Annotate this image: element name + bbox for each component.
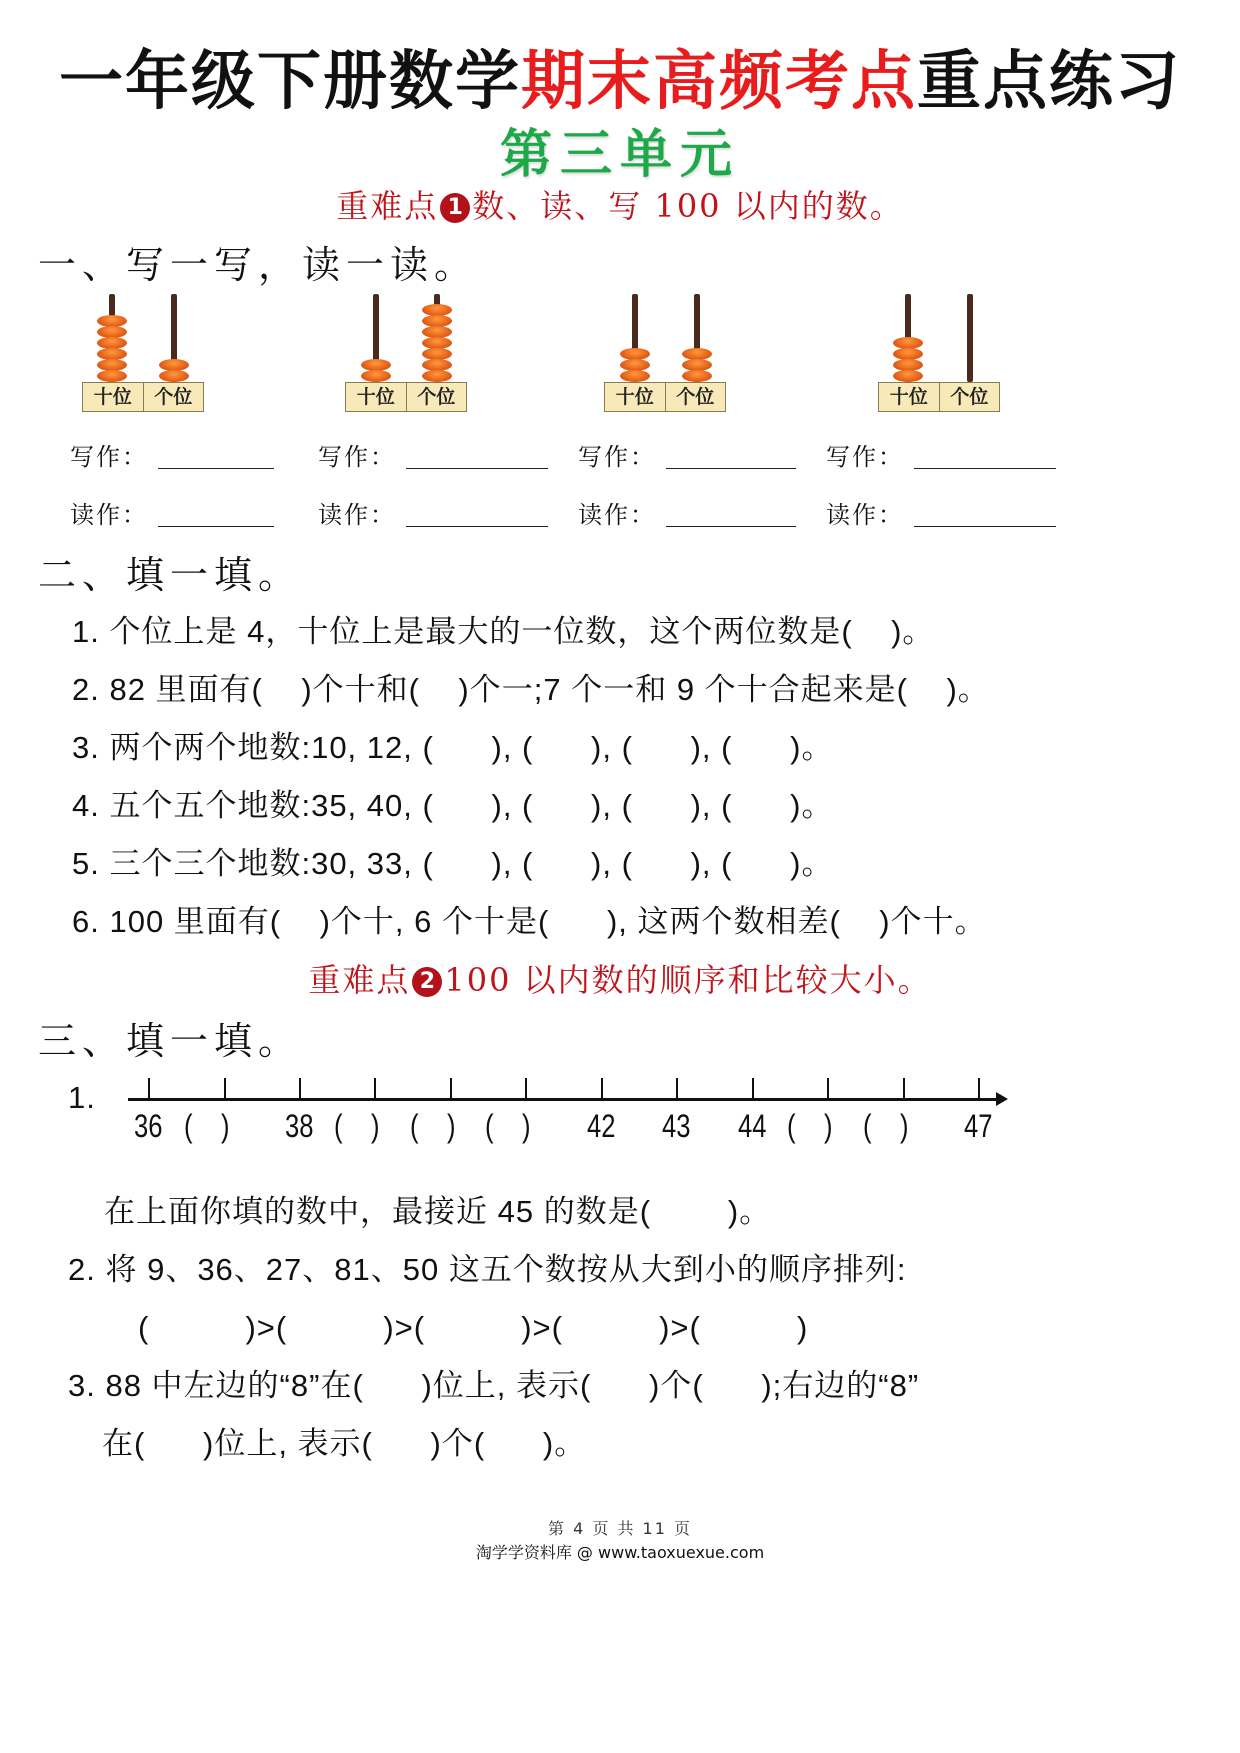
read-label: 读作： xyxy=(70,501,148,529)
write-field-1[interactable] xyxy=(70,440,274,474)
keypoint-prefix: 重难点 xyxy=(336,187,439,225)
read-label: 读作： xyxy=(826,501,904,529)
tick-blank[interactable]: ( ) xyxy=(787,1108,833,1144)
tens-label: 十位 xyxy=(356,386,395,408)
question-3-1-followup[interactable]: 在上面你填的数中，最接近 45 的数是( )。 xyxy=(104,1194,772,1229)
tick-label: 42 xyxy=(587,1108,616,1144)
question-2-5[interactable]: 5. 三个三个地数:30, 33, ( ), ( ), ( ), ( )。 xyxy=(72,846,834,881)
write-label: 写作： xyxy=(318,443,396,471)
answer-line[interactable] xyxy=(914,502,1056,527)
write-label: 写作： xyxy=(826,443,904,471)
read-field-3[interactable] xyxy=(578,498,796,532)
answer-line[interactable] xyxy=(914,444,1056,469)
page-number: 第 4 页 共 11 页 xyxy=(548,1519,692,1538)
tick-blank[interactable]: ( ) xyxy=(184,1108,230,1144)
question-3-1-number: 1. xyxy=(68,1080,96,1115)
tick-label: 47 xyxy=(964,1108,993,1144)
answer-line[interactable] xyxy=(158,502,274,527)
question-2-3[interactable]: 3. 两个两个地数:10, 12, ( ), ( ), ( ), ( )。 xyxy=(72,730,834,765)
watermark: 淘学学资料库 @ www.taoxuexue.com xyxy=(475,1543,765,1562)
ones-label: 个位 xyxy=(406,383,467,411)
number-line xyxy=(128,1078,1008,1158)
question-3-3-line-2[interactable]: 在( )位上, 表示( )个( )。 xyxy=(102,1426,587,1461)
tick-label: 44 xyxy=(738,1108,767,1144)
abacus-2 xyxy=(345,294,467,414)
section-3-heading: 三、填一填。 xyxy=(38,1019,303,1063)
tens-label: 十位 xyxy=(93,386,132,408)
write-field-2[interactable] xyxy=(318,440,548,474)
ones-beads xyxy=(682,349,712,382)
abacus-base xyxy=(345,382,467,412)
tick-blank[interactable]: ( ) xyxy=(863,1108,909,1144)
answer-line[interactable] xyxy=(406,502,548,527)
ones-rod xyxy=(967,294,973,382)
question-2-1[interactable]: 1. 个位上是 4，十位上是最大的一位数，这个两位数是( )。 xyxy=(72,614,935,649)
question-2-2[interactable]: 2. 82 里面有( )个十和( )个一;7 个一和 9 个十合起来是( )。 xyxy=(72,672,990,707)
section-1-heading: 一、写一写，读一读。 xyxy=(38,243,479,287)
tens-label: 十位 xyxy=(615,386,654,408)
tick-label: 36 xyxy=(134,1108,163,1144)
abacus-3 xyxy=(604,294,726,414)
tens-label: 十位 xyxy=(889,386,928,408)
title-part-3: 重点练习 xyxy=(917,45,1181,119)
abacus-base xyxy=(878,382,1000,412)
number-line-axis xyxy=(128,1098,1000,1101)
answer-line[interactable] xyxy=(666,444,796,469)
tens-beads xyxy=(620,349,650,382)
ones-label: 个位 xyxy=(143,383,204,411)
read-label: 读作： xyxy=(578,501,656,529)
tick-label: 43 xyxy=(662,1108,691,1144)
ones-beads xyxy=(422,305,452,382)
number-badge-icon: 1 xyxy=(440,193,470,223)
tick-blank[interactable]: ( ) xyxy=(485,1108,531,1144)
tick-label: 38 xyxy=(285,1108,314,1144)
arrow-right-icon xyxy=(996,1092,1008,1106)
abacus-base xyxy=(82,382,204,412)
question-2-6[interactable]: 6. 100 里面有( )个十, 6 个十是( ), 这两个数相差( )个十。 xyxy=(72,904,987,939)
write-label: 写作： xyxy=(578,443,656,471)
tick-blank[interactable]: ( ) xyxy=(410,1108,456,1144)
abacus-4 xyxy=(878,294,1000,414)
question-3-2: 2. 将 9、36、27、81、50 这五个数按从大到小的顺序排列: xyxy=(68,1252,907,1287)
keypoint-prefix: 重难点 xyxy=(308,961,411,999)
unit-title: 第三单元 xyxy=(499,125,740,185)
ones-label: 个位 xyxy=(939,383,1000,411)
tens-beads xyxy=(361,360,391,382)
section-2-heading: 二、填一填。 xyxy=(38,553,303,597)
tens-beads xyxy=(97,316,127,382)
keypoint-1 xyxy=(0,184,1240,228)
keypoint-2 xyxy=(0,958,1240,1002)
title-part-1: 一年级下册数学 xyxy=(59,45,521,119)
question-3-2-blanks[interactable]: ( )>( )>( )>( )>( ) xyxy=(138,1310,809,1345)
read-field-4[interactable] xyxy=(826,498,1056,532)
question-2-4[interactable]: 4. 五个五个地数:35, 40, ( ), ( ), ( ), ( )。 xyxy=(72,788,834,823)
tick-blank[interactable]: ( ) xyxy=(334,1108,380,1144)
number-badge-icon: 2 xyxy=(412,967,442,997)
write-field-4[interactable] xyxy=(826,440,1056,474)
write-label: 写作： xyxy=(70,443,148,471)
question-3-3-line-1[interactable]: 3. 88 中左边的“8”在( )位上, 表示( )个( );右边的“8” xyxy=(68,1368,920,1403)
read-field-1[interactable] xyxy=(70,498,274,532)
read-field-2[interactable] xyxy=(318,498,548,532)
keypoint-text: 100 以内数的顺序和比较大小。 xyxy=(444,961,932,999)
write-field-3[interactable] xyxy=(578,440,796,474)
tens-beads xyxy=(893,338,923,382)
ones-beads xyxy=(159,360,189,382)
keypoint-text: 数、读、写 100 以内的数。 xyxy=(472,187,904,225)
answer-line[interactable] xyxy=(406,444,548,469)
read-label: 读作： xyxy=(318,501,396,529)
ones-label: 个位 xyxy=(665,383,726,411)
abacus-1 xyxy=(82,294,204,414)
title-part-2: 期末高频考点 xyxy=(521,45,917,119)
page-title xyxy=(0,42,1240,122)
answer-line[interactable] xyxy=(158,444,274,469)
abacus-base xyxy=(604,382,726,412)
answer-line[interactable] xyxy=(666,502,796,527)
